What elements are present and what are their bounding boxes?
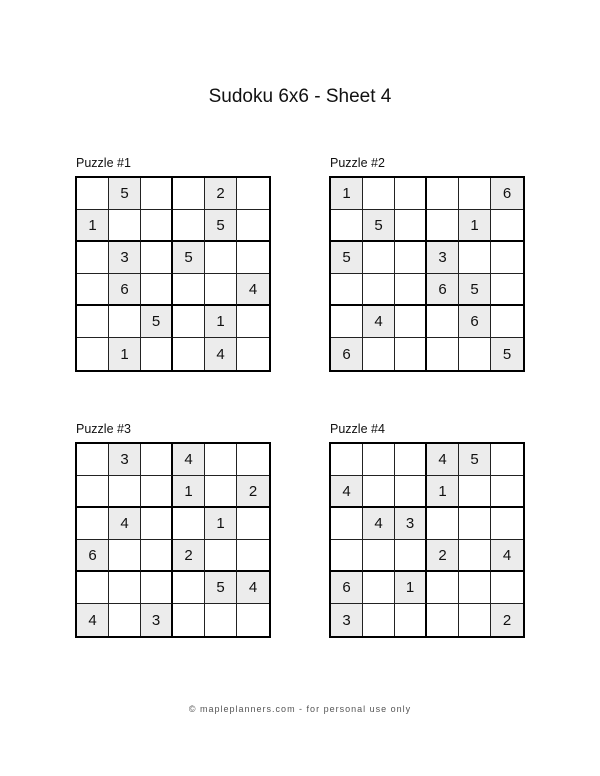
given-cell: 5 <box>109 178 141 210</box>
empty-cell[interactable] <box>237 604 269 636</box>
given-cell: 5 <box>205 572 237 604</box>
empty-cell[interactable] <box>427 572 459 604</box>
given-cell: 1 <box>77 210 109 242</box>
given-cell: 4 <box>237 572 269 604</box>
given-cell: 3 <box>109 444 141 476</box>
given-cell: 5 <box>491 338 523 370</box>
given-cell: 5 <box>205 210 237 242</box>
sudoku-grid <box>330 177 524 371</box>
empty-cell[interactable] <box>141 508 173 540</box>
empty-cell[interactable] <box>395 604 427 636</box>
given-cell: 2 <box>427 540 459 572</box>
empty-cell[interactable] <box>459 572 491 604</box>
empty-cell[interactable] <box>77 242 109 274</box>
empty-cell[interactable] <box>459 178 491 210</box>
empty-cell[interactable] <box>205 540 237 572</box>
empty-cell[interactable] <box>141 572 173 604</box>
given-cell: 1 <box>205 508 237 540</box>
given-cell: 1 <box>109 338 141 370</box>
empty-cell[interactable] <box>363 242 395 274</box>
empty-cell[interactable] <box>427 338 459 370</box>
empty-cell[interactable] <box>395 210 427 242</box>
empty-cell[interactable] <box>331 274 363 306</box>
empty-cell[interactable] <box>237 178 269 210</box>
sudoku-grid <box>76 177 270 371</box>
given-cell: 6 <box>427 274 459 306</box>
given-cell: 2 <box>205 178 237 210</box>
given-cell: 6 <box>77 540 109 572</box>
given-cell: 1 <box>427 476 459 508</box>
given-cell: 4 <box>363 508 395 540</box>
empty-cell[interactable] <box>77 306 109 338</box>
given-cell: 1 <box>173 476 205 508</box>
given-cell: 3 <box>109 242 141 274</box>
empty-cell[interactable] <box>331 306 363 338</box>
given-cell: 4 <box>109 508 141 540</box>
empty-cell[interactable] <box>427 508 459 540</box>
footer-copyright: © mapleplanners.com - for personal use only <box>188 704 412 714</box>
empty-cell[interactable] <box>363 572 395 604</box>
empty-cell[interactable] <box>459 338 491 370</box>
empty-cell[interactable] <box>491 242 523 274</box>
given-cell: 4 <box>77 604 109 636</box>
given-cell: 3 <box>331 604 363 636</box>
empty-cell[interactable] <box>491 444 523 476</box>
empty-cell[interactable] <box>237 338 269 370</box>
given-cell: 1 <box>395 572 427 604</box>
empty-cell[interactable] <box>205 274 237 306</box>
empty-cell[interactable] <box>395 306 427 338</box>
empty-cell[interactable] <box>363 604 395 636</box>
empty-cell[interactable] <box>363 178 395 210</box>
empty-cell[interactable] <box>363 274 395 306</box>
puzzle-4 <box>330 422 524 637</box>
empty-cell[interactable] <box>173 572 205 604</box>
empty-cell[interactable] <box>363 338 395 370</box>
given-cell: 5 <box>141 306 173 338</box>
given-cell: 3 <box>427 242 459 274</box>
empty-cell[interactable] <box>363 444 395 476</box>
empty-cell[interactable] <box>459 604 491 636</box>
empty-cell[interactable] <box>77 572 109 604</box>
given-cell: 5 <box>363 210 395 242</box>
given-cell: 3 <box>141 604 173 636</box>
empty-cell[interactable] <box>491 508 523 540</box>
given-cell: 2 <box>173 540 205 572</box>
puzzle-label: Puzzle #4 <box>330 422 385 436</box>
empty-cell[interactable] <box>427 306 459 338</box>
empty-cell[interactable] <box>395 540 427 572</box>
puzzle-2 <box>330 156 524 371</box>
empty-cell[interactable] <box>491 210 523 242</box>
empty-cell[interactable] <box>109 604 141 636</box>
empty-cell[interactable] <box>205 476 237 508</box>
empty-cell[interactable] <box>77 508 109 540</box>
empty-cell[interactable] <box>395 476 427 508</box>
empty-cell[interactable] <box>395 242 427 274</box>
empty-cell[interactable] <box>459 508 491 540</box>
empty-cell[interactable] <box>141 274 173 306</box>
empty-cell[interactable] <box>109 210 141 242</box>
empty-cell[interactable] <box>141 338 173 370</box>
given-cell: 1 <box>205 306 237 338</box>
empty-cell[interactable] <box>173 274 205 306</box>
empty-cell[interactable] <box>331 210 363 242</box>
given-cell: 6 <box>491 178 523 210</box>
empty-cell[interactable] <box>205 444 237 476</box>
empty-cell[interactable] <box>141 210 173 242</box>
empty-cell[interactable] <box>109 306 141 338</box>
given-cell: 2 <box>491 604 523 636</box>
empty-cell[interactable] <box>77 338 109 370</box>
empty-cell[interactable] <box>427 178 459 210</box>
sudoku-grid <box>330 443 524 637</box>
empty-cell[interactable] <box>205 604 237 636</box>
empty-cell[interactable] <box>173 306 205 338</box>
puzzle-1 <box>76 156 270 371</box>
puzzle-label: Puzzle #1 <box>76 156 131 170</box>
empty-cell[interactable] <box>491 476 523 508</box>
empty-cell[interactable] <box>141 444 173 476</box>
empty-cell[interactable] <box>427 210 459 242</box>
empty-cell[interactable] <box>331 508 363 540</box>
empty-cell[interactable] <box>459 242 491 274</box>
empty-cell[interactable] <box>237 508 269 540</box>
empty-cell[interactable] <box>173 338 205 370</box>
empty-cell[interactable] <box>491 306 523 338</box>
given-cell: 1 <box>331 178 363 210</box>
puzzle-label: Puzzle #3 <box>76 422 131 436</box>
empty-cell[interactable] <box>395 274 427 306</box>
empty-cell[interactable] <box>77 178 109 210</box>
empty-cell[interactable] <box>77 444 109 476</box>
empty-cell[interactable] <box>141 476 173 508</box>
empty-cell[interactable] <box>173 210 205 242</box>
empty-cell[interactable] <box>331 540 363 572</box>
empty-cell[interactable] <box>237 242 269 274</box>
given-cell: 4 <box>173 444 205 476</box>
given-cell: 6 <box>331 338 363 370</box>
given-cell: 4 <box>237 274 269 306</box>
empty-cell[interactable] <box>77 274 109 306</box>
empty-cell[interactable] <box>395 444 427 476</box>
empty-cell[interactable] <box>459 476 491 508</box>
given-cell: 5 <box>331 242 363 274</box>
empty-cell[interactable] <box>109 540 141 572</box>
given-cell: 6 <box>109 274 141 306</box>
given-cell: 4 <box>427 444 459 476</box>
empty-cell[interactable] <box>237 444 269 476</box>
empty-cell[interactable] <box>141 540 173 572</box>
empty-cell[interactable] <box>427 604 459 636</box>
empty-cell[interactable] <box>173 508 205 540</box>
empty-cell[interactable] <box>109 572 141 604</box>
given-cell: 4 <box>491 540 523 572</box>
empty-cell[interactable] <box>173 604 205 636</box>
empty-cell[interactable] <box>237 540 269 572</box>
empty-cell[interactable] <box>109 476 141 508</box>
given-cell: 4 <box>331 476 363 508</box>
empty-cell[interactable] <box>363 540 395 572</box>
given-cell: 5 <box>173 242 205 274</box>
page-title: Sudoku 6x6 - Sheet 4 <box>208 86 392 107</box>
sudoku-grid <box>76 443 270 637</box>
given-cell: 5 <box>459 274 491 306</box>
given-cell: 6 <box>331 572 363 604</box>
given-cell: 5 <box>459 444 491 476</box>
empty-cell[interactable] <box>237 210 269 242</box>
empty-cell[interactable] <box>363 476 395 508</box>
given-cell: 4 <box>363 306 395 338</box>
empty-cell[interactable] <box>491 572 523 604</box>
empty-cell[interactable] <box>459 540 491 572</box>
empty-cell[interactable] <box>173 178 205 210</box>
empty-cell[interactable] <box>141 242 173 274</box>
puzzle-label: Puzzle #2 <box>330 156 385 170</box>
empty-cell[interactable] <box>395 178 427 210</box>
empty-cell[interactable] <box>205 242 237 274</box>
empty-cell[interactable] <box>395 338 427 370</box>
given-cell: 1 <box>459 210 491 242</box>
empty-cell[interactable] <box>77 476 109 508</box>
empty-cell[interactable] <box>491 274 523 306</box>
given-cell: 2 <box>237 476 269 508</box>
empty-cell[interactable] <box>237 306 269 338</box>
given-cell: 3 <box>395 508 427 540</box>
empty-cell[interactable] <box>331 444 363 476</box>
given-cell: 6 <box>459 306 491 338</box>
given-cell: 4 <box>205 338 237 370</box>
puzzle-3 <box>76 422 270 637</box>
empty-cell[interactable] <box>141 178 173 210</box>
